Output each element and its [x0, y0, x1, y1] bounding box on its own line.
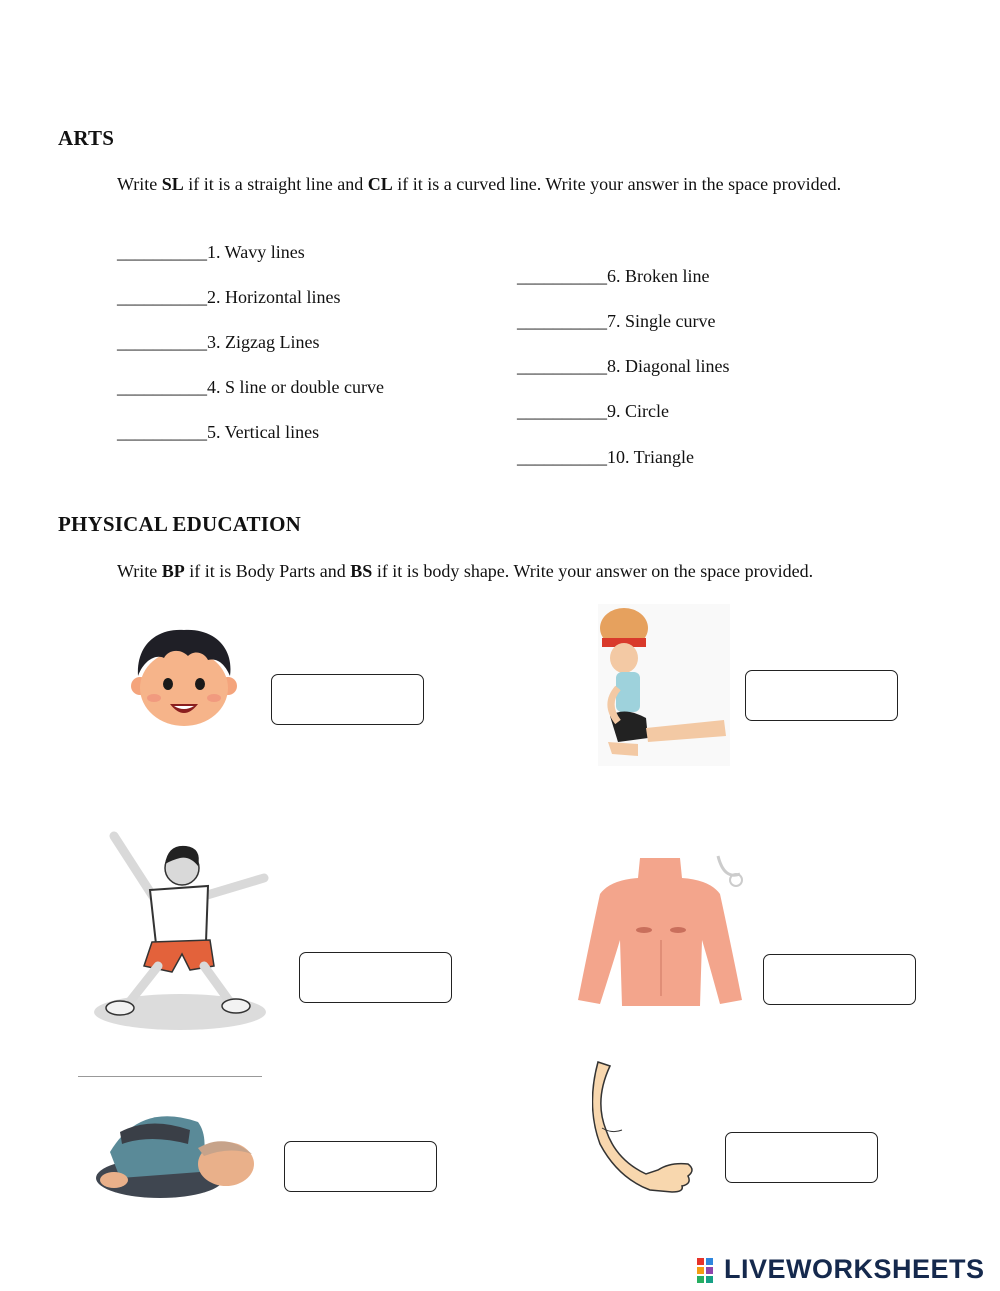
torso-picture	[570, 850, 752, 1010]
arts-item-7[interactable]: __________7. Single curve	[517, 311, 716, 331]
answer-box-2[interactable]	[745, 670, 898, 721]
arts-item-5[interactable]: __________5. Vertical lines	[117, 422, 320, 442]
arts-item-8[interactable]: __________8. Diagonal lines	[517, 356, 730, 376]
answer-box-4[interactable]	[763, 954, 916, 1005]
pe-instruction: Write BP if it is Body Parts and BS if it is body shape. Write your answer on the space provided.	[117, 561, 814, 581]
arts-item-9[interactable]: __________9. Circle	[517, 401, 669, 421]
arts-heading: ARTS	[58, 126, 115, 150]
answer-box-1[interactable]	[271, 674, 424, 725]
stretching-boy-picture	[598, 604, 730, 766]
answer-box-3[interactable]	[299, 952, 452, 1003]
answer-box-5[interactable]	[284, 1141, 437, 1192]
picture-top-line	[78, 1076, 262, 1077]
boy-face-picture	[128, 626, 240, 730]
arts-item-1[interactable]: __________1. Wavy lines	[117, 242, 305, 262]
liveworksheets-logo-icon	[697, 1258, 723, 1284]
answer-box-6[interactable]	[725, 1132, 878, 1183]
arts-item-4[interactable]: __________4. S line or double curve	[117, 377, 384, 397]
arts-item-10[interactable]: __________10. Triangle	[517, 447, 695, 467]
curled-child-picture	[80, 1082, 262, 1212]
arts-item-2[interactable]: __________2. Horizontal lines	[117, 287, 341, 307]
arts-instruction: Write SL if it is a straight line and CL if it is a curved line. Write your answer in the space provided.	[117, 174, 842, 194]
pe-heading: PHYSICAL EDUCATION	[58, 512, 301, 536]
liveworksheets-brand: LIVEWORKSHEETS	[724, 1254, 985, 1284]
arts-item-3[interactable]: __________3. Zigzag Lines	[117, 332, 320, 352]
arts-item-6[interactable]: __________6. Broken line	[517, 266, 710, 286]
arm-picture	[592, 1060, 696, 1196]
star-jump-boy-picture	[92, 826, 274, 1032]
